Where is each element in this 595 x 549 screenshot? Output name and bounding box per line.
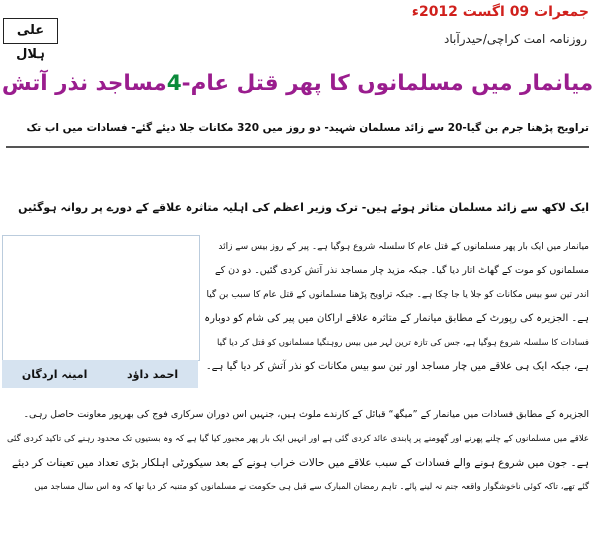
subheadline-line-2: ایک لاکھ سے زائد مسلمان متاثر ہوئے ہیں- ترک وزیر اعظم کی اہلیہ متاثرہ علاقے کے دورے پر روانہ ہوگئیں bbox=[18, 201, 589, 214]
article-body-narrow bbox=[205, 235, 589, 379]
headline-part1: میانمار میں مسلمانوں کا پھر قتل عام- bbox=[181, 71, 594, 96]
headline-number: 4 bbox=[166, 71, 182, 96]
body-line: میانمار میں ایک بار پھر مسلمانوں کے قتل عام کا سلسلہ شروع ہوگیا ہے۔ پیر کے روز بیس سے زائد bbox=[218, 242, 589, 252]
newspaper-source: روزنامہ امت کراچی/حیدرآباد bbox=[444, 32, 587, 46]
body-line: گئے تھے، تاکہ کوئی ناخوشگوار واقعہ جنم نہ لینے پائے۔ تاہم رمضان المبارک سے قبل ہی حکومت نے مسلمانوں کو متنبہ کر دیا تھا کہ وہ اس سال مساجد میں bbox=[34, 482, 589, 492]
author-byline: علی ہلال bbox=[3, 18, 58, 44]
body-line: ہے، جبکہ ایک ہی علاقے میں چار مساجد اور تین سو بیس مکانات کو نذر آتش کر دیا گیا ہے۔ bbox=[205, 361, 589, 372]
news-photo bbox=[2, 235, 200, 361]
subheadline-line-1: تراویح پڑھنا جرم بن گیا-20 سے زائد مسلمان شہید- دو روز میں 320 مکانات جلا دیئے گئے- فسادات میں اب تک bbox=[26, 122, 589, 134]
caption-name-left: امینہ اردگان bbox=[21, 367, 88, 381]
body-line: ہے۔ الجزیرہ کی رپورٹ کے مطابق میانمار کے متاثرہ علاقے اراکان میں پیر کی شام کو دوبارہ bbox=[204, 313, 589, 324]
publication-date: جمعرات 09 اگست 2012ء bbox=[411, 4, 589, 20]
body-line: فسادات کا سلسلہ شروع ہوگیا ہے، جس کی تازہ ترین لہر میں بیس روہنگیا مسلمانوں کو قتل کر دیا گیا bbox=[217, 338, 589, 348]
body-line: علاقے میں مسلمانوں کے چلنے پھرنے اور گھومنے پر پابندی عائد کردی گئی ہے اور انہیں ایک بار پھر مجبور کیا گیا ہے کہ وہ بستیوں تک محدود رہنے کی تاکید کردی گئی bbox=[6, 434, 589, 444]
body-line: اندر تین سو بیس مکانات کو جلا یا جا چکا ہے۔ جبکہ تراویح پڑھنا مسلمانوں کے قتل عام کا سبب بن گیا bbox=[206, 290, 589, 300]
body-line: ہے۔ جون میں شروع ہونے والے فسادات کے سبب علاقے میں حالات خراب ہونے کے بعد سیکورٹی اہلکار بڑی تعداد میں تعینات کر دیئے bbox=[12, 457, 589, 469]
body-line: الجزیرہ کے مطابق فسادات میں میانمار کے ”میگھ“ قبائل کے کارندے ملوث ہیں، جنہیں اس دوران سرکاری فوج کی بھرپور معاونت حاصل رہی۔ bbox=[23, 409, 589, 420]
headline-part2: مساجد نذر آتش bbox=[1, 71, 167, 96]
main-headline bbox=[0, 54, 595, 114]
caption-name-right: احمد داؤد bbox=[127, 367, 179, 381]
rule-divider bbox=[6, 146, 589, 148]
photo-caption bbox=[2, 360, 198, 388]
body-line: مسلمانوں کو موت کے گھاٹ اتار دیا گیا۔ جبکہ مزید چار مساجد نذر آتش کردی گئیں۔ دو دن کے bbox=[215, 265, 589, 276]
article-body-wide bbox=[6, 403, 589, 499]
